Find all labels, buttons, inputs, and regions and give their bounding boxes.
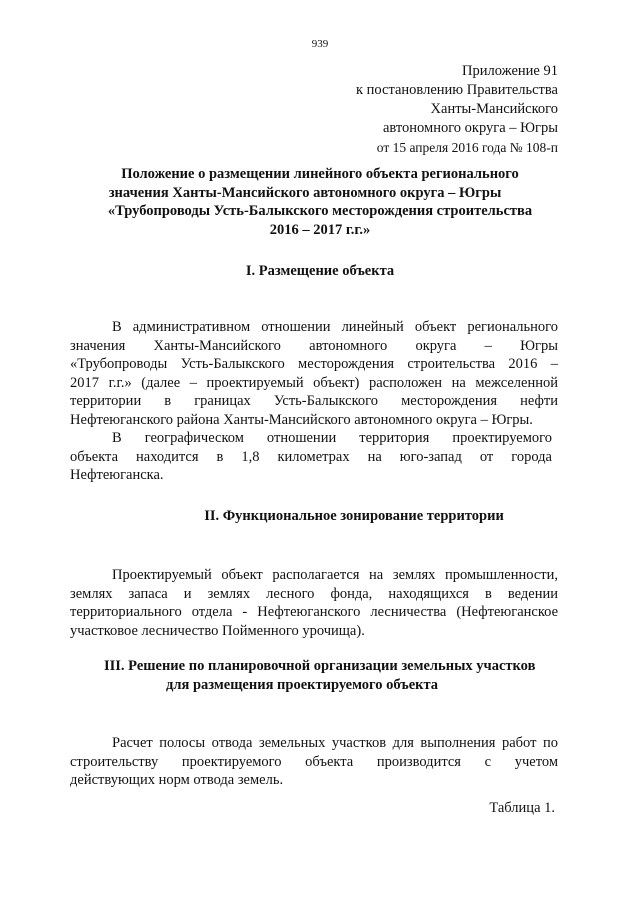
paragraph-line: строительству проектируемого объекта производится с учетом bbox=[70, 753, 558, 770]
appendix-line: Ханты-Мансийского bbox=[430, 101, 558, 117]
section-2-paragraph-1 bbox=[70, 566, 558, 640]
appendix-line: от 15 апреля 2016 года № 108-п bbox=[376, 140, 558, 155]
page-number: 939 bbox=[311, 38, 329, 50]
appendix-block bbox=[228, 62, 558, 157]
section-3-paragraph-1 bbox=[70, 734, 558, 790]
paragraph-line: территории в границах Усть-Балыкского месторождения нефти bbox=[70, 393, 558, 409]
paragraph-line: Проектируемый объект располагается на землях промышленности, bbox=[112, 567, 558, 583]
paragraph-line: Нефтеюганского района Ханты-Мансийского автономного округа – Югры. bbox=[70, 411, 533, 428]
title-line: Положение о размещении линейного объекта регионального bbox=[121, 166, 519, 182]
paragraph-line: объекта находится в 1,8 километрах на юго-запад от города bbox=[70, 448, 552, 465]
paragraph-line: землях запаса и землях лесного фонда, находящихся в ведении bbox=[70, 585, 558, 602]
appendix-line: автономного округа – Югры bbox=[382, 120, 558, 136]
section-2-heading bbox=[104, 507, 604, 526]
appendix-line: Приложение 91 bbox=[462, 63, 558, 79]
section-1-paragraph-2 bbox=[62, 429, 552, 485]
section-3-heading-line: III. Решение по планировочной организации земельных участков bbox=[104, 658, 536, 674]
paragraph-line: Нефтеюганска. bbox=[70, 467, 164, 483]
title-line: 2016 – 2017 г.г.» bbox=[269, 221, 371, 238]
paragraph-line: В географическом отношении территория проектируемого bbox=[112, 430, 552, 446]
title-line: значения Ханты-Мансийского автономного округа – Югры bbox=[108, 184, 502, 201]
paragraph-line: территориального отдела - Нефтеюганского лесничества (Нефтеюганское bbox=[70, 604, 558, 620]
paragraph-line: В административном отношении линейный объект регионального bbox=[112, 319, 558, 335]
section-2-heading-text: II. Функциональное зонирование территории bbox=[204, 508, 504, 524]
title-line: «Трубопроводы Усть-Балыкского месторождения строительства bbox=[107, 203, 533, 219]
paragraph-line: значения Ханты-Мансийского автономного округа – Югры bbox=[70, 337, 558, 354]
section-1-heading-text: I. Размещение объекта bbox=[245, 263, 395, 279]
paragraph-line: «Трубопроводы Усть-Балыкского месторождения строительства 2016 – bbox=[70, 356, 558, 372]
appendix-line: к постановлению Правительства bbox=[356, 82, 558, 98]
document-title bbox=[70, 165, 570, 239]
section-3-heading-line: для размещения проектируемого объекта bbox=[166, 677, 439, 693]
paragraph-line: 2017 г.г.» (далее – проектируемый объект) расположен на межселенной bbox=[70, 374, 558, 391]
paragraph-line: Расчет полосы отвода земельных участков для выполнения работ по bbox=[112, 735, 558, 751]
section-1-heading bbox=[70, 262, 570, 281]
section-3-heading bbox=[104, 657, 564, 695]
table-label: Таблица 1. bbox=[489, 800, 555, 816]
paragraph-line: действующих норм отвода земель. bbox=[70, 772, 284, 788]
paragraph-line: участковое лесничество Пойменного урочища). bbox=[70, 622, 365, 639]
section-1-paragraph-1 bbox=[70, 318, 558, 429]
